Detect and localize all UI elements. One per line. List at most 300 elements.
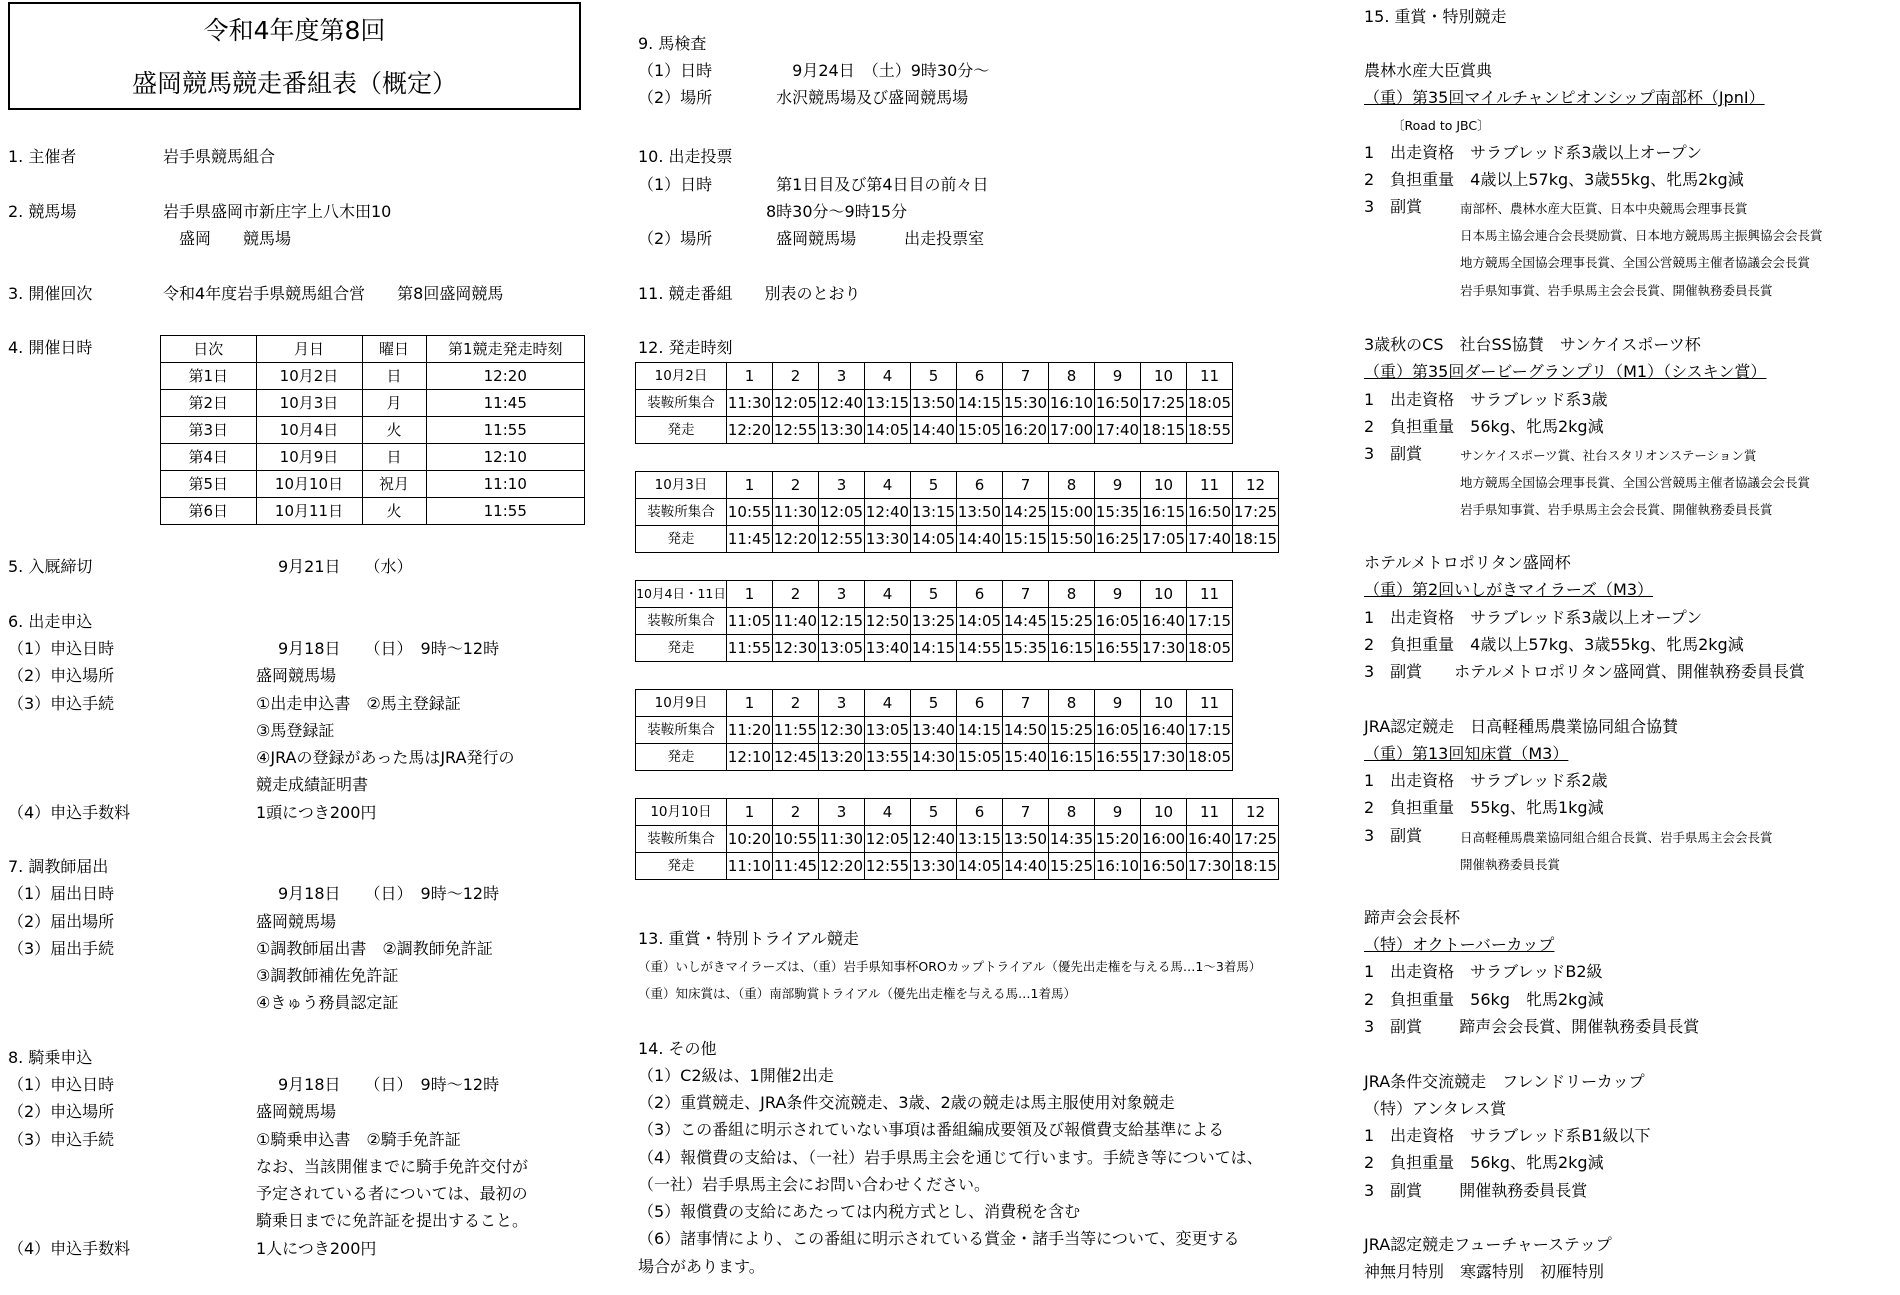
time-cell: 8 <box>1049 690 1095 717</box>
time-cell: 17:15 <box>1187 717 1233 744</box>
item-label: （1）届出日時 <box>8 884 115 903</box>
item-label: 3. 開催回次 <box>8 284 93 303</box>
time-cell: 12:20 <box>773 526 819 553</box>
time-cell: 1 <box>727 690 773 717</box>
saddling-row <box>636 390 1233 417</box>
schedule-cell: 10月2日 <box>256 363 362 390</box>
time-cell: 7 <box>1003 690 1049 717</box>
time-cell: 6 <box>957 799 1003 826</box>
schedule-header-row <box>161 336 585 363</box>
start-time-table <box>635 471 1279 553</box>
item-value: 盛岡 競馬場 <box>163 229 292 248</box>
time-cell: 10月2日 <box>636 363 727 390</box>
time-cell: 発走 <box>636 744 727 771</box>
time-cell: 10 <box>1141 363 1187 390</box>
time-cell: 10月3日 <box>636 472 727 499</box>
time-cell: 16:25 <box>1095 526 1141 553</box>
time-cell: 7 <box>1003 581 1049 608</box>
schedule-row <box>161 498 585 525</box>
race-number-row <box>636 363 1233 390</box>
race-text: 3 副賞 <box>1364 444 1423 463</box>
race-text: 〔Road to JBC〕 <box>1392 118 1490 133</box>
time-cell: 7 <box>1003 363 1049 390</box>
race-text: 1 出走資格 サラブレッド系3歳 <box>1364 390 1608 409</box>
time-cell: 13:05 <box>865 717 911 744</box>
schedule-cell: 11:55 <box>426 498 584 525</box>
race-text: 1 出走資格 サラブレッド系3歳以上オープン <box>1364 608 1703 627</box>
middle-text: 14. その他 <box>638 1039 717 1058</box>
item-value: 予定されている者については、最初の <box>256 1184 528 1203</box>
race-text: 3 副賞 開催執務委員長賞 <box>1364 1181 1588 1200</box>
schedule-cell: 第2日 <box>161 390 257 417</box>
middle-text: （2）場所 水沢競馬場及び盛岡競馬場 <box>638 88 969 107</box>
time-cell: 15:15 <box>1003 526 1049 553</box>
time-cell: 13:15 <box>865 390 911 417</box>
schedule-cell: 11:10 <box>426 471 584 498</box>
schedule-cell: 月日 <box>256 336 362 363</box>
time-cell: 11:30 <box>819 826 865 853</box>
time-cell: 発走 <box>636 853 727 880</box>
time-cell: 4 <box>865 363 911 390</box>
time-cell: 5 <box>911 581 957 608</box>
time-cell: 16:50 <box>1095 390 1141 417</box>
schedule-cell: 月 <box>362 390 426 417</box>
time-cell: 1 <box>727 799 773 826</box>
time-cell: 14:05 <box>957 853 1003 880</box>
title-line-1: 令和4年度第8回 <box>203 16 386 45</box>
item-value: 1人につき200円 <box>256 1239 377 1258</box>
time-cell: 10 <box>1141 690 1187 717</box>
time-cell: 11:10 <box>727 853 773 880</box>
item-value: ①騎乗申込書 ②騎手免許証 <box>256 1130 461 1149</box>
post-time-row <box>636 635 1233 662</box>
race-text: 農林水産大臣賞典 <box>1364 61 1493 80</box>
time-cell: 18:05 <box>1187 635 1233 662</box>
time-cell: 12:20 <box>819 853 865 880</box>
time-cell: 2 <box>773 363 819 390</box>
time-cell: 9 <box>1095 472 1141 499</box>
schedule-cell: 10月3日 <box>256 390 362 417</box>
item-value: 9月21日 （水） <box>278 557 413 576</box>
schedule-row <box>161 390 585 417</box>
time-cell: 12:10 <box>727 744 773 771</box>
item-value: ③馬登録証 <box>256 721 335 740</box>
time-cell: 10 <box>1141 799 1187 826</box>
time-cell: 14:40 <box>957 526 1003 553</box>
time-cell: 12:45 <box>773 744 819 771</box>
item-value: ④きゅう務員認定証 <box>256 993 399 1012</box>
time-cell: 2 <box>773 581 819 608</box>
time-cell: 13:55 <box>865 744 911 771</box>
middle-text: 12. 発走時刻 <box>638 338 733 357</box>
time-cell: 9 <box>1095 799 1141 826</box>
race-number-row <box>636 690 1233 717</box>
item-label: 2. 競馬場 <box>8 202 77 221</box>
race-text: ホテルメトロポリタン盛岡杯 <box>1364 553 1571 572</box>
time-cell: 14:35 <box>1049 826 1095 853</box>
time-cell: 14:05 <box>957 608 1003 635</box>
item-label: （3）届出手続 <box>8 939 115 958</box>
time-cell: 12:40 <box>911 826 957 853</box>
item-value: ①出走申込書 ②馬主登録証 <box>256 694 461 713</box>
time-cell: 13:50 <box>911 390 957 417</box>
item-value: 9月18日 （日） 9時～12時 <box>278 639 500 658</box>
time-cell: 12:20 <box>727 417 773 444</box>
time-cell: 14:15 <box>911 635 957 662</box>
time-cell: 5 <box>911 799 957 826</box>
time-cell: 4 <box>865 472 911 499</box>
time-cell: 16:55 <box>1095 744 1141 771</box>
time-cell: 10月4日・11日 <box>636 581 727 608</box>
time-cell: 12 <box>1233 472 1279 499</box>
time-cell: 15:05 <box>957 744 1003 771</box>
time-cell: 8 <box>1049 363 1095 390</box>
time-cell: 2 <box>773 690 819 717</box>
schedule-cell: 10月10日 <box>256 471 362 498</box>
time-cell: 11:55 <box>727 635 773 662</box>
item-label: （4）申込手数料 <box>8 803 131 822</box>
schedule-cell: 日次 <box>161 336 257 363</box>
race-text: 開催執務委員長賞 <box>1460 857 1561 872</box>
item-value: 競走成績証明書 <box>256 775 369 794</box>
middle-text: （1）C2級は、1開催2出走 <box>638 1066 834 1085</box>
time-cell: 14:50 <box>1003 717 1049 744</box>
race-text: 3 副賞 蹄声会会長賞、開催執務委員長賞 <box>1364 1017 1700 1036</box>
time-cell: 装鞍所集合 <box>636 826 727 853</box>
race-text: 3 副賞 <box>1364 826 1423 845</box>
time-cell: 11 <box>1187 690 1233 717</box>
time-cell: 12:40 <box>865 499 911 526</box>
race-text: （特）オクトーバーカップ <box>1364 935 1555 954</box>
time-cell: 17:25 <box>1233 499 1279 526</box>
time-cell: 18:05 <box>1187 390 1233 417</box>
item-value: 騎乗日までに免許証を提出すること。 <box>256 1211 529 1230</box>
schedule-table <box>160 335 585 525</box>
item-value: 盛岡競馬場 <box>256 912 337 931</box>
time-cell: 16:05 <box>1095 717 1141 744</box>
schedule-cell: 第1日 <box>161 363 257 390</box>
schedule-row <box>161 417 585 444</box>
title-box <box>8 2 581 110</box>
time-cell: 6 <box>957 472 1003 499</box>
time-cell: 15:20 <box>1095 826 1141 853</box>
schedule-cell: 火 <box>362 417 426 444</box>
time-cell: 11:30 <box>773 499 819 526</box>
time-cell: 9 <box>1095 690 1141 717</box>
race-text: 日本馬主協会連合会長奨励賞、日本地方競馬馬主振興協会会長賞 <box>1460 228 1823 243</box>
schedule-row <box>161 363 585 390</box>
schedule-cell: 日 <box>362 444 426 471</box>
time-cell: 15:35 <box>1003 635 1049 662</box>
time-cell: 発走 <box>636 526 727 553</box>
time-cell: 18:15 <box>1233 853 1279 880</box>
item-label: 8. 騎乗申込 <box>8 1048 93 1067</box>
schedule-cell: 曜日 <box>362 336 426 363</box>
item-value: ③調教師補佐免許証 <box>256 966 399 985</box>
time-cell: 11 <box>1187 363 1233 390</box>
time-cell: 16:40 <box>1187 826 1233 853</box>
item-value: 9月18日 （日） 9時～12時 <box>278 1075 500 1094</box>
race-text: 15. 重賞・特別競走 <box>1364 7 1507 26</box>
time-cell: 15:35 <box>1095 499 1141 526</box>
time-cell: 10 <box>1141 472 1187 499</box>
time-cell: 16:40 <box>1141 608 1187 635</box>
time-cell: 2 <box>773 472 819 499</box>
race-text: 2 負担重量 56kg、牝馬2kg減 <box>1364 417 1604 436</box>
time-cell: 11 <box>1187 799 1233 826</box>
time-cell: 5 <box>911 363 957 390</box>
race-text: 南部杯、農林水産大臣賞、日本中央競馬会理事長賞 <box>1460 201 1748 216</box>
race-text: 2 負担重量 4歳以上57kg、3歳55kg、牝馬2kg減 <box>1364 170 1744 189</box>
race-number-row <box>636 581 1233 608</box>
saddling-row <box>636 499 1279 526</box>
middle-text: （重）知床賞は、（重）南部駒賞トライアル（優先出走権を与える馬…1着馬） <box>638 986 1076 1001</box>
time-cell: 16:05 <box>1095 608 1141 635</box>
time-cell: 17:15 <box>1187 608 1233 635</box>
time-cell: 12:55 <box>773 417 819 444</box>
race-text: 2 負担重量 4歳以上57kg、3歳55kg、牝馬2kg減 <box>1364 635 1744 654</box>
middle-text: （一社）岩手県馬主会にお問い合わせください。 <box>638 1175 991 1194</box>
race-text: 地方競馬全国協会理事長賞、全国公営競馬主催者協議会会長賞 <box>1460 255 1811 270</box>
post-time-row <box>636 417 1233 444</box>
item-value: 岩手県盛岡市新庄字上八木田10 <box>163 202 392 221</box>
schedule-cell: 火 <box>362 498 426 525</box>
time-cell: 15:05 <box>957 417 1003 444</box>
start-time-table <box>635 580 1233 662</box>
time-cell: 18:55 <box>1187 417 1233 444</box>
time-cell: 17:30 <box>1141 744 1187 771</box>
time-cell: 11:45 <box>773 853 819 880</box>
time-cell: 13:40 <box>911 717 957 744</box>
item-value: 1頭につき200円 <box>256 803 377 822</box>
time-cell: 17:30 <box>1187 853 1233 880</box>
item-value: ①調教師届出書 ②調教師免許証 <box>256 939 493 958</box>
race-text: 蹄声会会長杯 <box>1364 908 1461 927</box>
item-label: （1）申込日時 <box>8 639 115 658</box>
race-text: 1 出走資格 サラブレッドB2級 <box>1364 962 1603 981</box>
middle-text: 11. 競走番組 別表のとおり <box>638 284 861 303</box>
race-text: 1 出走資格 サラブレッド系2歳 <box>1364 771 1608 790</box>
middle-text: 10. 出走投票 <box>638 147 733 166</box>
time-cell: 18:05 <box>1187 744 1233 771</box>
time-cell: 2 <box>773 799 819 826</box>
schedule-cell: 日 <box>362 363 426 390</box>
time-cell: 装鞍所集合 <box>636 717 727 744</box>
time-cell: 14:15 <box>957 390 1003 417</box>
middle-text: 9. 馬検査 <box>638 34 707 53</box>
item-label: （2）申込場所 <box>8 666 115 685</box>
schedule-cell: 12:20 <box>426 363 584 390</box>
time-cell: 17:00 <box>1049 417 1095 444</box>
time-cell: 13:30 <box>819 417 865 444</box>
race-text: 神無月特別 寒露特別 初雁特別 <box>1364 1262 1605 1281</box>
time-cell: 12:40 <box>819 390 865 417</box>
item-value: なお、当該開催までに騎手免許交付が <box>256 1157 529 1176</box>
item-label: 6. 出走申込 <box>8 612 93 631</box>
time-cell: 15:30 <box>1003 390 1049 417</box>
time-cell: 13:25 <box>911 608 957 635</box>
time-cell: 14:45 <box>1003 608 1049 635</box>
item-label: （3）申込手続 <box>8 694 115 713</box>
time-cell: 17:05 <box>1141 526 1187 553</box>
middle-text: （1）日時 9月24日 （土）9時30分～ <box>638 61 990 80</box>
time-cell: 13:15 <box>957 826 1003 853</box>
item-label: 7. 調教師届出 <box>8 857 109 876</box>
time-cell: 16:50 <box>1187 499 1233 526</box>
time-cell: 3 <box>819 581 865 608</box>
time-cell: 発走 <box>636 417 727 444</box>
time-cell: 11 <box>1187 472 1233 499</box>
time-cell: 5 <box>911 690 957 717</box>
middle-text: （5）報償費の支給にあたっては内税方式とし、消費税を含む <box>638 1202 1081 1221</box>
time-cell: 4 <box>865 581 911 608</box>
time-cell: 11:40 <box>773 608 819 635</box>
time-cell: 装鞍所集合 <box>636 499 727 526</box>
item-label: （4）申込手数料 <box>8 1239 131 1258</box>
race-text: 3歳秋のCS 社台SS協賛 サンケイスポーツ杯 <box>1364 335 1701 354</box>
schedule-cell: 11:45 <box>426 390 584 417</box>
time-cell: 16:50 <box>1141 853 1187 880</box>
time-cell: 14:05 <box>865 417 911 444</box>
time-cell: 15:40 <box>1003 744 1049 771</box>
item-value: ④JRAの登録があった馬はJRA発行の <box>256 748 515 767</box>
time-cell: 1 <box>727 472 773 499</box>
saddling-row <box>636 717 1233 744</box>
schedule-cell: 第1競走発走時刻 <box>426 336 584 363</box>
time-cell: 15:25 <box>1049 717 1095 744</box>
time-cell: 16:10 <box>1095 853 1141 880</box>
start-time-table <box>635 798 1279 880</box>
race-text: サンケイスポーツ賞、社台スタリオンステーション賞 <box>1460 448 1757 463</box>
time-cell: 10:55 <box>773 826 819 853</box>
time-cell: 6 <box>957 581 1003 608</box>
time-cell: 12:55 <box>865 853 911 880</box>
start-time-table <box>635 362 1233 444</box>
time-cell: 16:15 <box>1049 744 1095 771</box>
time-cell: 10 <box>1141 581 1187 608</box>
race-text: 3 副賞 <box>1364 197 1423 216</box>
time-cell: 9 <box>1095 363 1141 390</box>
race-text: JRA認定競走 日高軽種馬農業協同組合協賛 <box>1364 717 1679 736</box>
race-text: （重）第13回知床賞（M3） <box>1364 744 1569 763</box>
time-cell: 17:25 <box>1141 390 1187 417</box>
time-cell: 14:55 <box>957 635 1003 662</box>
race-number-row <box>636 472 1279 499</box>
time-cell: 14:30 <box>911 744 957 771</box>
schedule-cell: 10月4日 <box>256 417 362 444</box>
item-value: 盛岡競馬場 <box>256 666 337 685</box>
race-text: 1 出走資格 サラブレッド系3歳以上オープン <box>1364 143 1703 162</box>
time-cell: 6 <box>957 363 1003 390</box>
time-cell: 13:20 <box>819 744 865 771</box>
time-cell: 16:00 <box>1141 826 1187 853</box>
time-cell: 17:40 <box>1187 526 1233 553</box>
time-cell: 装鞍所集合 <box>636 390 727 417</box>
item-label: （2）届出場所 <box>8 912 115 931</box>
time-cell: 10月9日 <box>636 690 727 717</box>
time-cell: 16:55 <box>1095 635 1141 662</box>
item-value: 9月18日 （日） 9時～12時 <box>278 884 500 903</box>
time-cell: 8 <box>1049 472 1095 499</box>
time-cell: 3 <box>819 799 865 826</box>
item-value: 岩手県競馬組合 <box>163 147 276 166</box>
race-text: （重）第35回ダービーグランプリ（M1）（シスキン賞） <box>1364 362 1767 381</box>
time-cell: 11:30 <box>727 390 773 417</box>
item-label: （1）申込日時 <box>8 1075 115 1094</box>
time-cell: 15:25 <box>1049 608 1095 635</box>
time-cell: 12:05 <box>865 826 911 853</box>
time-cell: 3 <box>819 690 865 717</box>
time-cell: 12:30 <box>773 635 819 662</box>
start-time-table <box>635 689 1233 771</box>
schedule-row <box>161 471 585 498</box>
race-text: 1 出走資格 サラブレッド系B1級以下 <box>1364 1126 1651 1145</box>
time-cell: 12:55 <box>819 526 865 553</box>
time-cell: 14:25 <box>1003 499 1049 526</box>
time-cell: 12:05 <box>773 390 819 417</box>
time-cell: 11:45 <box>727 526 773 553</box>
time-cell: 4 <box>865 690 911 717</box>
time-cell: 14:05 <box>911 526 957 553</box>
time-cell: 16:40 <box>1141 717 1187 744</box>
time-cell: 17:40 <box>1095 417 1141 444</box>
middle-text: 13. 重賞・特別トライアル競走 <box>638 929 859 948</box>
time-cell: 14:15 <box>957 717 1003 744</box>
schedule-cell: 11:55 <box>426 417 584 444</box>
race-text: 2 負担重量 56kg、牝馬2kg減 <box>1364 1153 1604 1172</box>
race-text: 3 副賞 ホテルメトロポリタン盛岡賞、開催執務委員長賞 <box>1364 662 1805 681</box>
race-text: （特）アンタレス賞 <box>1364 1099 1507 1118</box>
time-cell: 13:15 <box>911 499 957 526</box>
schedule-cell: 10月11日 <box>256 498 362 525</box>
time-cell: 6 <box>957 690 1003 717</box>
time-cell: 13:30 <box>865 526 911 553</box>
time-cell: 16:15 <box>1141 499 1187 526</box>
time-cell: 13:40 <box>865 635 911 662</box>
time-cell: 7 <box>1003 799 1049 826</box>
race-text: 2 負担重量 55kg、牝馬1kg減 <box>1364 798 1604 817</box>
race-text: 地方競馬全国協会理事長賞、全国公営競馬主催者協議会会長賞 <box>1460 475 1811 490</box>
time-cell: 11:20 <box>727 717 773 744</box>
time-cell: 発走 <box>636 635 727 662</box>
time-cell: 12 <box>1233 799 1279 826</box>
schedule-cell: 第4日 <box>161 444 257 471</box>
title-line-2: 盛岡競馬競走番組表（概定） <box>131 69 457 98</box>
post-time-row <box>636 853 1279 880</box>
time-cell: 11:05 <box>727 608 773 635</box>
middle-text: （3）この番組に明示されていない事項は番組編成要領及び報償費支給基準による <box>638 1120 1225 1139</box>
post-time-row <box>636 526 1279 553</box>
time-cell: 14:40 <box>1003 853 1049 880</box>
time-cell: 8 <box>1049 581 1095 608</box>
middle-text: （6）諸事情により、この番組に明示されている賞金・諸手当等について、変更する <box>638 1229 1240 1248</box>
time-cell: 15:00 <box>1049 499 1095 526</box>
time-cell: 12:15 <box>819 608 865 635</box>
post-time-row <box>636 744 1233 771</box>
schedule-cell: 12:10 <box>426 444 584 471</box>
schedule-cell: 祝月 <box>362 471 426 498</box>
item-label: 4. 開催日時 <box>8 338 93 357</box>
time-cell: 5 <box>911 472 957 499</box>
item-value: 令和4年度岩手県競馬組合営 第8回盛岡競馬 <box>163 284 504 303</box>
race-text: JRA条件交流競走 フレンドリーカップ <box>1364 1072 1645 1091</box>
time-cell: 1 <box>727 363 773 390</box>
time-cell: 17:30 <box>1141 635 1187 662</box>
schedule-cell: 10月9日 <box>256 444 362 471</box>
time-cell: 11 <box>1187 581 1233 608</box>
schedule-cell: 第6日 <box>161 498 257 525</box>
race-text: （重）第35回マイルチャンピオンシップ南部杯（JpnⅠ） <box>1364 88 1765 107</box>
